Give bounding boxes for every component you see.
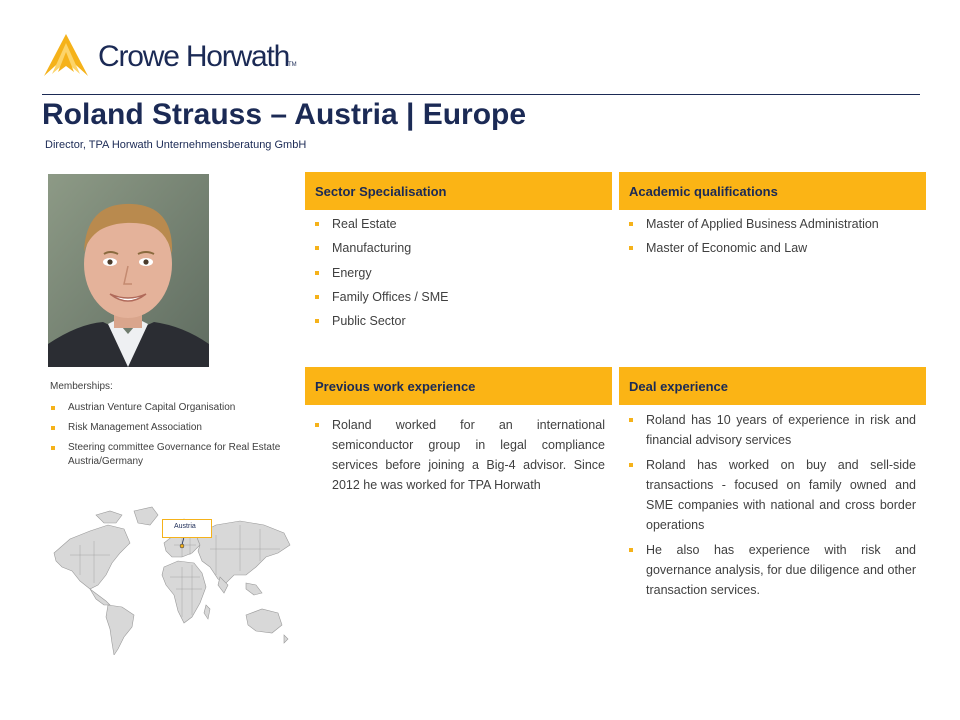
- trademark-mark: TM: [288, 62, 297, 68]
- brand-name: Crowe Horwath: [98, 40, 290, 73]
- list-item: Master of Applied Business Administration: [619, 214, 926, 234]
- list-item: Austrian Venture Capital Organisation: [50, 401, 290, 415]
- deal-experience-body: [619, 410, 916, 605]
- previous-work-experience-header: Previous work experience: [305, 367, 612, 405]
- memberships-list: [50, 401, 290, 469]
- portrait-photo: [48, 174, 209, 367]
- academic-qualifications-header: Academic qualifications: [619, 172, 926, 210]
- company-logo: [42, 34, 302, 78]
- header-divider: [42, 94, 920, 95]
- list-item: Roland worked for an international semiconductor group in legal compliance services before joining a Big-4 advisor. Since 2012 he was worked for TPA Horwath: [305, 415, 605, 495]
- map-country-label: Austria: [162, 519, 212, 538]
- portrait-image: [48, 174, 209, 367]
- list-item: Manufacturing: [305, 238, 612, 258]
- list-item: Family Offices / SME: [305, 287, 612, 307]
- academic-qualifications-body: [619, 214, 926, 263]
- crowe-horwath-peaks-icon: [42, 34, 90, 78]
- sector-specialisation-header: Sector Specialisation: [305, 172, 612, 210]
- deal-experience-header: Deal experience: [619, 367, 926, 405]
- list-item: Energy: [305, 263, 612, 283]
- previous-work-experience-body: [305, 415, 605, 495]
- list-item: Risk Management Association: [50, 421, 290, 435]
- memberships-section: [50, 381, 290, 475]
- memberships-title: Memberships:: [50, 381, 113, 392]
- list-item: Steering committee Governance for Real Estate Austria/Germany: [50, 441, 290, 469]
- page-subtitle: Director, TPA Horwath Unternehmensberatung GmbH: [45, 139, 307, 151]
- page-title: Roland Strauss – Austria | Europe: [42, 98, 527, 131]
- list-item: Master of Economic and Law: [619, 238, 926, 258]
- list-item: He also has experience with risk and governance analysis, for due diligence and other transaction services.: [619, 540, 916, 600]
- list-item: Roland has worked on buy and sell-side transactions - focused on family owned and SME companies with national and cross border operations: [619, 455, 916, 535]
- list-item: Public Sector: [305, 311, 612, 331]
- list-item: Real Estate: [305, 214, 612, 234]
- list-item: Roland has 10 years of experience in risk and financial advisory services: [619, 410, 916, 450]
- sector-specialisation-body: [305, 214, 612, 335]
